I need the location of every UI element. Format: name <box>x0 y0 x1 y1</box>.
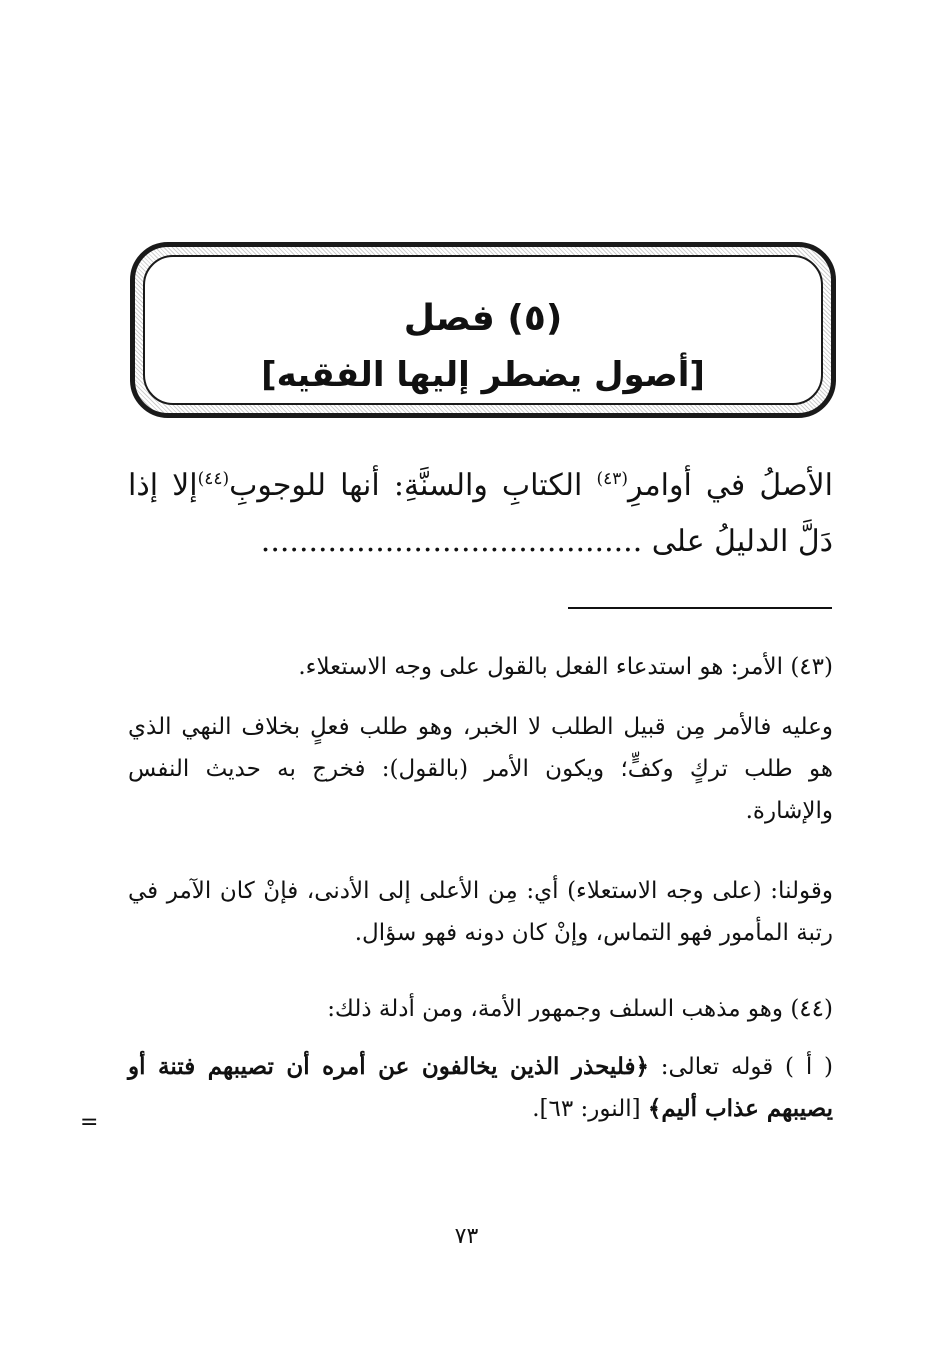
footnote-separator <box>568 607 832 609</box>
section-title-frame <box>130 242 836 418</box>
footnote-ref-43: (٤٣) <box>596 469 629 489</box>
footnote-43: (٤٣) الأمر: هو استدعاء الفعل بالقول على وجه الاستعلاء. <box>298 654 833 680</box>
ellipsis-dots: ........................................ <box>260 524 643 559</box>
footnote-43-paragraph-2: وعليه فالأمر مِن قبيل الطلب لا الخبر، وهو طلب فعلٍ بخلاف النهي الذي هو طلب تركٍ وكفٍّ؛ ويكون الأمر (بالقول): فخرج به حديث النفس والإشارة. <box>128 714 833 824</box>
page-number: ٧٣ <box>454 1224 479 1249</box>
footnote-43-paragraph-3: وقولنا: (على وجه الاستعلاء) أي: مِن الأعلى إلى الأدنى، فإنْ كان الآمر في رتبة المأمور فهو التماس، وإنْ كان دونه فهو سؤال. <box>128 878 833 946</box>
evidence-a-prefix: ( أ ) قوله تعالى: <box>648 1054 834 1080</box>
section-title-frame-inner <box>143 255 823 405</box>
section-label: (٥) فصل <box>403 298 563 339</box>
main-text-part3: إلا إذا دَلَّ الدليلُ على <box>128 468 833 559</box>
continuation-mark: = <box>80 1110 99 1135</box>
main-text-part1: الأصلُ في أوامرِ <box>628 468 833 503</box>
main-paragraph <box>128 458 833 570</box>
quranic-verse: ﴿فليحذر الذين يخالفون عن أمره أن تصيبهم فتنة أو يصيبهم عذاب أليم﴾ <box>128 1053 833 1122</box>
footnote-44-evidence-a <box>128 1046 833 1130</box>
section-title: [أصول يضطر إليها الفقيه] <box>261 355 705 395</box>
footnote-ref-44: (٤٤) <box>197 469 230 489</box>
footnote-44: (٤٤) وهو مذهب السلف وجمهور الأمة، ومن أدلة ذلك: <box>327 996 833 1022</box>
main-text-part2: الكتابِ والسنَّةِ: أنها للوجوبِ <box>229 468 597 503</box>
verse-reference: [النور: ٦٣]. <box>532 1096 648 1122</box>
